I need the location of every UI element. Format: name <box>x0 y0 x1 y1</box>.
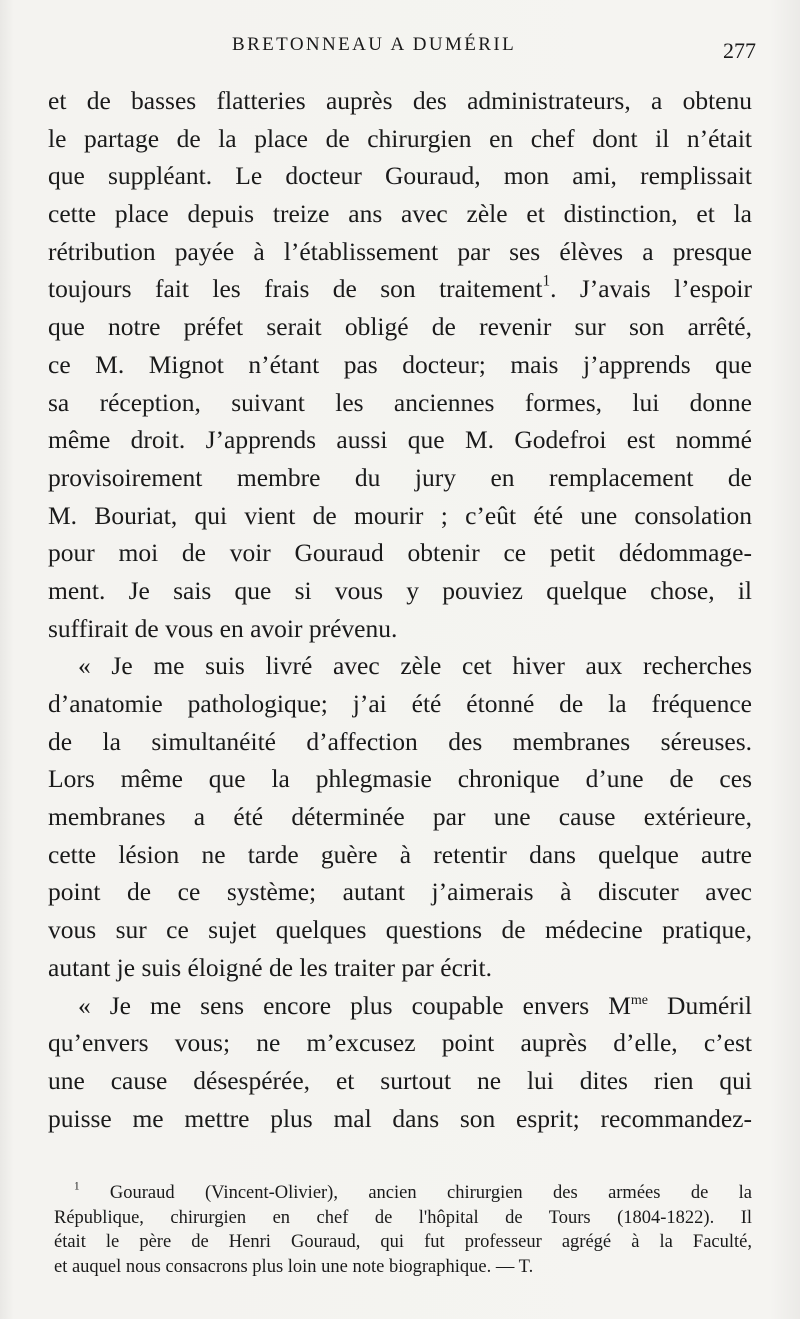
superscript: me <box>630 992 649 1008</box>
text-line: pour moi de voir Gouraud obtenir ce petit dédommage- <box>48 538 752 568</box>
text-segment: Gouraud (Vincent-Olivier), ancien chirurgien des armées de la <box>79 1183 752 1203</box>
text-line: que suppléant. Le docteur Gouraud, mon ami, remplissait <box>48 161 752 191</box>
footnote-line: République, chirurgien en chef de l'hôpital de Tours (1804-1822). Il <box>54 1207 752 1228</box>
text-line: et de basses flatteries auprès des administrateurs, a obtenu <box>48 86 752 115</box>
footnote-reference: 1 <box>542 272 551 290</box>
text-line: cette place depuis treize ans avec zèle et distinction, et la <box>48 199 752 229</box>
text-line: d’anatomie pathologique; j’ai été étonné de la fréquence <box>48 689 752 718</box>
text-segment: « Je me sens encore plus coupable envers M <box>78 990 631 1020</box>
text-segment: . J’avais l’espoir <box>550 274 752 304</box>
text-line <box>48 270 752 308</box>
text-line: « Je me suis livré avec zèle cet hiver aux recherches <box>78 651 752 681</box>
footnote-line: était le père de Henri Gouraud, qui fut professeur agrégé à la Faculté, <box>54 1232 752 1252</box>
footnote-block <box>54 1181 752 1279</box>
text-line: que notre préfet serait obligé de revenir sur son arrêté, <box>48 312 752 342</box>
text-line: suffirait de vous en avoir prévenu. <box>48 613 398 643</box>
text-segment: toujours fait les frais de son traitement <box>48 274 543 304</box>
footnote-line: et auquel nous consacrons plus loin une note biographique. — T. <box>54 1256 534 1277</box>
page-number: 277 <box>723 38 756 63</box>
text-line: sa réception, suivant les anciennes formes, lui donne <box>48 387 752 417</box>
text-line: une cause désespérée, et surtout ne lui dites rien qui <box>48 1065 752 1095</box>
text-line: provisoirement membre du jury en remplacement de <box>48 462 752 492</box>
text-line: qu’envers vous; ne m’excusez point auprès d’elle, c’est <box>48 1028 752 1058</box>
running-header <box>48 34 756 64</box>
text-line: membranes a été déterminée par une cause extérieure, <box>48 802 752 832</box>
text-line: vous sur ce sujet quelques questions de médecine pratique, <box>48 915 752 945</box>
text-segment: Duméril <box>648 990 753 1020</box>
footnote-line <box>54 1181 752 1206</box>
text-line: Lors même que la phlegmasie chronique d’une de ces <box>48 764 752 794</box>
text-line: de la simultanéité d’affection des membranes séreuses. <box>48 726 752 756</box>
text-line: rétribution payée à l’établissement par ses élèves a presque <box>48 236 752 266</box>
text-line <box>48 987 752 1025</box>
text-line: ment. Je sais que si vous y pouviez quelque chose, il <box>48 575 752 605</box>
text-line: point de ce système; autant j’aimerais à discuter avec <box>48 877 752 907</box>
text-line: même droit. J’apprends aussi que M. Godefroi est nommé <box>48 425 752 455</box>
footnote-number: 1 <box>74 1180 80 1193</box>
text-line: le partage de la place de chirurgien en chef dont il n’était <box>48 123 752 153</box>
text-line: ce M. Mignot n’étant pas docteur; mais j’apprends que <box>48 349 752 379</box>
main-text <box>48 82 752 1137</box>
running-title: BRETONNEAU A DUMÉRIL <box>232 34 517 55</box>
text-line: puisse me mettre plus mal dans son esprit; recommandez- <box>48 1103 752 1133</box>
text-line: M. Bouriat, qui vient de mourir ; c’eût été une consolation <box>48 500 752 530</box>
text-line: cette lésion ne tarde guère à retentir dans quelque autre <box>48 839 752 869</box>
text-line: autant je suis éloigné de les traiter par écrit. <box>48 952 492 982</box>
